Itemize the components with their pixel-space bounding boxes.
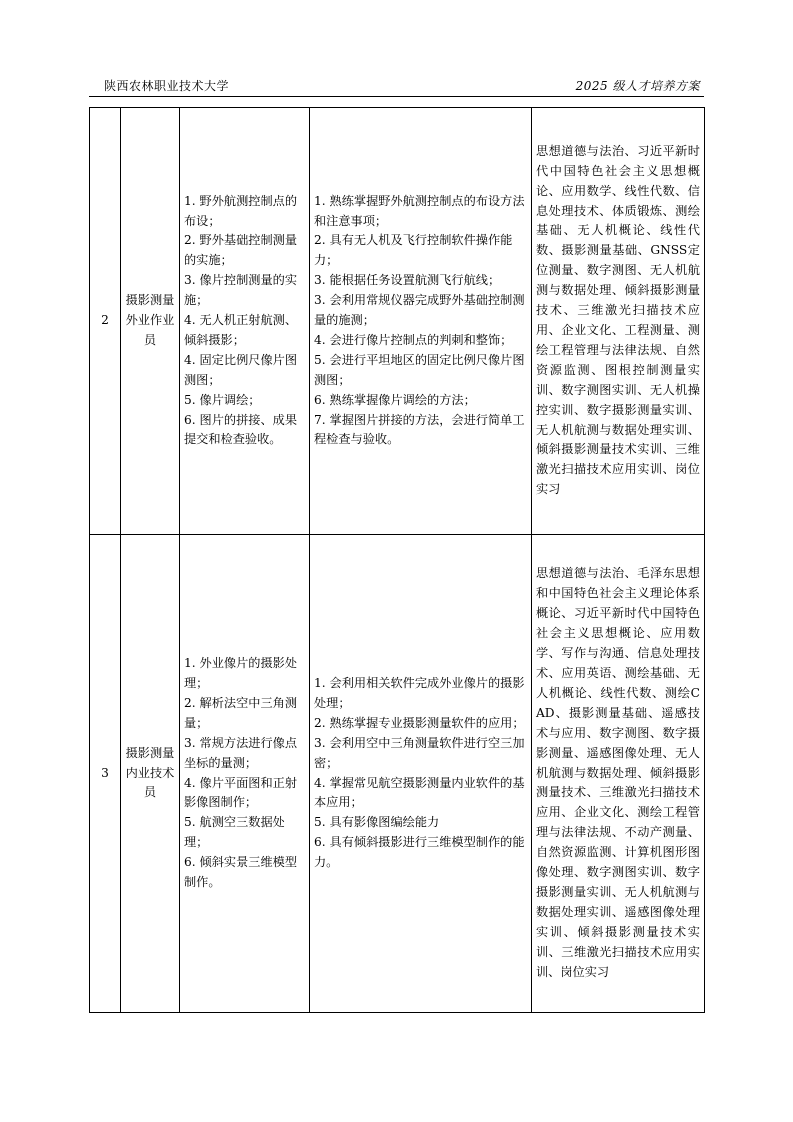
task-item: 4. 像片平面图和正射影像图制作；: [184, 775, 298, 810]
vocational-abilities: [310, 535, 532, 1013]
position-name: 摄影测量外业作业员: [121, 108, 180, 535]
ability-item: 4. 会进行像片控制点的判刺和整饰；: [314, 332, 513, 347]
task-item: 3. 像片控制测量的实施；: [184, 273, 298, 308]
ability-item: 5. 会进行平坦地区的固定比例尺像片图测图；: [314, 352, 525, 387]
ability-item: 2. 具有无人机及飞行控制软件操作能力；: [314, 233, 513, 268]
task-item: 4. 固定比例尺像片图测图；: [184, 352, 298, 387]
task-item: 1. 外业像片的摄影处理；: [184, 656, 298, 690]
work-tasks: [180, 108, 310, 535]
task-item: 6. 图片的拼接、成果提交和检查验收。: [184, 412, 298, 447]
ability-item: 7. 掌握图片拼接的方法，会进行简单工程检查与验收。: [314, 412, 525, 447]
supporting-courses: 思想道德与法治、毛泽东思想和中国特色社会主义理论体系概论、习近平新时代中国特色社会主义思想概论、应用数学、写作与沟通、信息处理技术、应用英语、测绘基础、无人机概论、线性代数、测绘CAD、摄影测量基础、遥感技术与应用、数字测图、数字摄影测量、遥感图像处理、无人机航测与数据处理、倾斜摄影测量技术、三维激光扫描技术应用、企业文化、测绘工程管理与法律法规、不动产测量、自然资源监测、计算机图形图像处理、数字测图实训、数字摄影测量实训、无人机航测与数据处理实训、遥感图像处理实训、倾斜摄影测量技术实训、三维激光扫描技术应用实训、岗位实习: [532, 535, 705, 1013]
work-tasks: [180, 535, 310, 1013]
ability-item: 3. 会利用空中三角测量软件进行空三加密；: [314, 735, 525, 770]
training-plan-table: [89, 107, 705, 1013]
task-item: 5. 航测空三数据处理；: [184, 815, 285, 850]
task-item: 5. 像片调绘；: [184, 392, 261, 407]
ability-item: 6. 具有倾斜摄影进行三维模型制作的能力。: [314, 835, 525, 870]
supporting-courses: 思想道德与法治、习近平新时代中国特色社会主义思想概论、应用数学、线性代数、信息处理技术、体质锻炼、测绘基础、无人机概论、线性代数、摄影测量基础、GNSS定位测量、数字测图、无人机航测与数据处理、倾斜摄影测量技术、三维激光扫描技术应用、企业文化、工程测量、测绘工程管理与法律法规、自然资源监测、图根控制测量实训、数字测图实训、无人机操控实训、数字摄影测量实训、无人机航测与数据处理实训、倾斜摄影测量技术实训、三维激光扫描技术应用实训、岗位实习: [532, 108, 705, 535]
task-item: 6. 倾斜实景三维模型制作。: [184, 855, 298, 890]
vocational-abilities: [310, 108, 532, 535]
ability-item: 2. 熟练掌握专业摄影测量软件的应用；: [314, 715, 525, 730]
page-header: [89, 76, 704, 97]
ability-item: 5. 具有影像图编绘能力: [314, 815, 440, 830]
table-row: [90, 535, 705, 1013]
school-name: 陕西农林职业技术大学: [104, 79, 230, 93]
ability-item: 3. 会利用常规仪器完成野外基础控制测量的施测；: [314, 293, 525, 328]
task-item: 4. 无人机正射航测、倾斜摄影；: [184, 313, 298, 347]
ability-item: 1. 熟练掌握野外航测控制点的布设方法和注意事项；: [314, 193, 525, 228]
row-number: 2: [90, 108, 121, 535]
task-item: 2. 解析法空中三角测量；: [184, 695, 298, 730]
ability-item: 3. 能根据任务设置航测飞行航线；: [314, 273, 501, 288]
position-name: 摄影测量内业技术员: [121, 535, 180, 1013]
ability-item: 6. 熟练掌握像片调绘的方法；: [314, 392, 476, 407]
ability-item: 1. 会利用相关软件完成外业像片的摄影处理；: [314, 675, 525, 710]
task-item: 2. 野外基础控制测量的实施；: [184, 233, 298, 268]
document-title: 2025 级人才培养方案: [575, 79, 700, 93]
table-row: [90, 108, 705, 535]
ability-item: 4. 掌握常见航空摄影测量内业软件的基本应用；: [314, 775, 525, 810]
task-item: 1. 野外航测控制点的布设；: [184, 193, 298, 228]
row-number: 3: [90, 535, 121, 1013]
task-item: 3. 常规方法进行像点坐标的量测；: [184, 735, 298, 770]
